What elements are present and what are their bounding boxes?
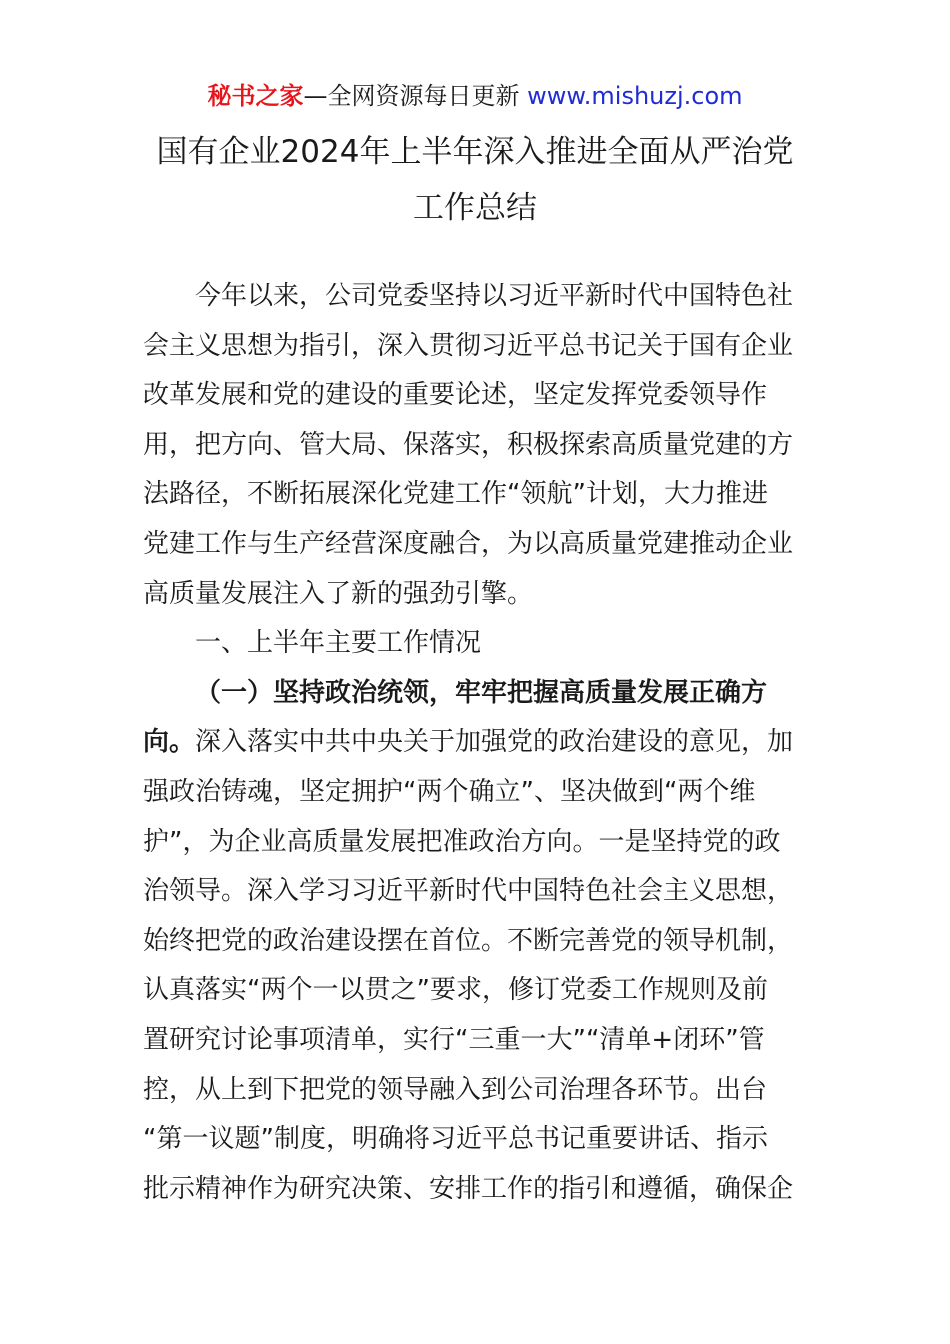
section-heading: 一、上半年主要工作情况 [195,628,482,659]
site-url-link[interactable]: www.mishuzj.com [527,82,743,110]
paragraph-line: 认真落实“两个一以贯之”要求，修订党委工作规则及前 [143,975,768,1006]
paragraph-line: 始终把党的政治建设摆在首位。不断完善党的领导机制， [143,925,794,956]
subsection-heading: （一）坚持政治统领，牢牢把握高质量发展正确方 [195,677,768,708]
paragraph-line: 高质量发展注入了新的强劲引擎。 [143,578,534,609]
paragraph-line: 今年以来，公司党委坚持以习近平新时代中国特色社 [195,281,794,311]
paragraph-line: 治领导。深入学习习近平新时代中国特色社会主义思想， [143,876,794,907]
title-line-2: 工作总结 [413,190,537,226]
paragraph-line: 强政治铸魂，坚定拥护“两个确立”、坚决做到“两个维 [143,776,756,807]
paragraph-line: 党建工作与生产经营深度融合，为以高质量党建推动企业 [143,528,794,559]
document-body [143,272,808,1214]
paragraph-line [143,718,808,768]
header-tagline: —全网资源每日更新 [303,82,528,110]
paragraph-line: 批示精神作为研究决策、安排工作的指引和遵循，确保企 [143,1173,794,1204]
paragraph-line: 改革发展和党的建设的重要论述，坚定发挥党委领导作 [143,380,768,411]
paragraph-text: 深入落实中共中央关于加强党的政治建设的意见，加 [195,727,794,758]
paragraph-line: 置研究讨论事项清单，实行“三重一大”“清单+闭环”管 [143,1024,765,1055]
brand-name: 秘书之家 [207,82,304,110]
paragraph-line: 用，把方向、管大局、保落实，积极探索高质量党建的方 [143,429,794,460]
site-header [0,80,950,112]
title-line-1: 国有企业2024年上半年深入推进全面从严治党 [156,134,794,170]
paragraph-line: “第一议题”制度，明确将习近平总书记重要讲话、指示 [143,1124,768,1155]
paragraph-line: 法路径，不断拓展深化党建工作“领航”计划，大力推进 [143,479,768,510]
paragraph-line: 控，从上到下把党的领导融入到公司治理各环节。出台 [143,1074,768,1105]
document-title [120,124,830,236]
paragraph-line: 护”，为企业高质量发展把准政治方向。一是坚持党的政 [143,826,781,857]
paragraph-line: 会主义思想为指引，深入贯彻习近平总书记关于国有企业 [143,330,794,361]
subsection-heading-tail: 向。 [143,727,196,758]
